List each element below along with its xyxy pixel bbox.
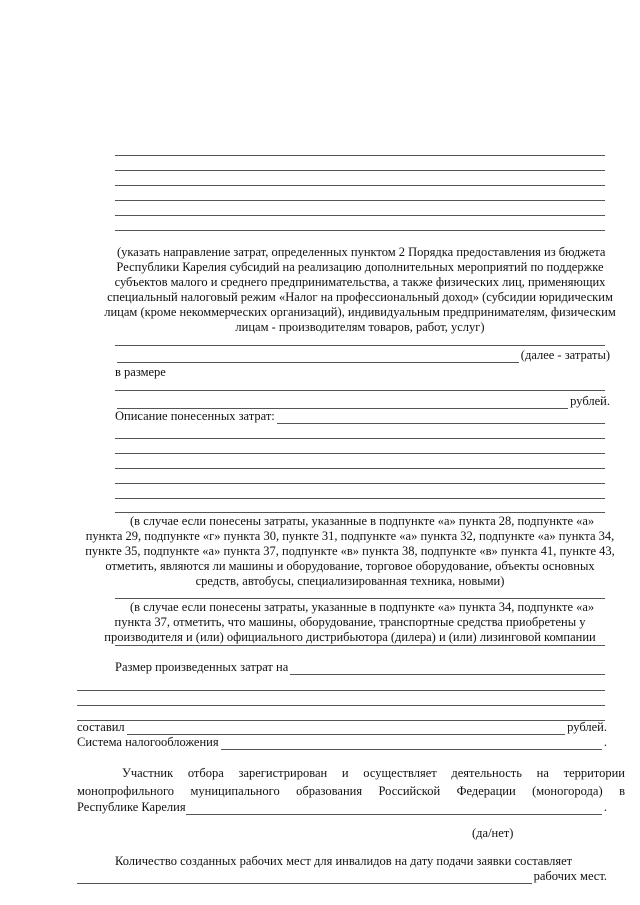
republic-row [77,800,607,815]
jobs-line: Количество созданных рабочих мест для инвалидов на дату подачи заявки составляет [115,854,573,868]
blank-line[interactable] [115,200,605,201]
description-row [115,409,607,424]
rubles-label: рублей. [567,720,607,734]
jobs-row [77,869,607,884]
registered-paragraph: Участник отбора зарегистрирован и осуществляет деятельность на территории монопрофильного муниципального образования Российской Федерации (моногорода) в [77,766,625,798]
blank-line[interactable] [115,598,605,599]
blank-line[interactable] [77,690,605,691]
tax-system-label: Система налогообложения [77,735,219,749]
costs-amount-row [115,660,607,675]
blank-line[interactable] [115,512,605,513]
blank-line[interactable] [115,185,605,186]
blank-line[interactable] [115,230,605,231]
blank-line[interactable] [115,390,605,391]
instruction-line: (в случае если понесены затраты, указанные в подпункте «а» пункта 28, подпункте «а» [130,514,595,528]
blank-line[interactable] [115,498,605,499]
republic-label: Республике Карелия [77,800,186,814]
blank-line[interactable] [115,483,605,484]
republic-end: . [603,800,607,814]
amount-field[interactable] [117,397,568,409]
further-costs-row [115,348,610,363]
costs-amount-field[interactable] [290,663,605,675]
made-up-row [77,720,607,735]
instruction-line: субъектов малого и среднего предпринимательства, а также физических лиц, применяющих [114,275,606,289]
instruction-direction [80,245,640,335]
instruction-line: пункте 35, подпункте «а» пункта 37, подпункте «в» пункта 38, подпункте «в» пункта 41, пункте 43, [85,544,615,558]
instruction-line: Республики Карелия субсидий на реализацию дополнительных мероприятий по поддержке [116,260,604,274]
made-up-label: составил [77,720,125,734]
tax-system-field[interactable] [221,738,602,750]
jobs-end: рабочих мест. [533,869,607,883]
blank-line[interactable] [115,345,605,346]
blank-line[interactable] [115,645,605,646]
instruction-machines [75,514,625,589]
in-amount-label: в размере [115,365,166,379]
instruction-line: пункта 29, подпункте «г» пункта 30, пункте 31, подпункте «а» пункта 32, подпункте «а» пункта 34, [85,529,615,543]
rubles-label: рублей. [570,394,610,408]
instruction-line: лицам (кроме некоммерческих организаций), индивидуальным предпринимателям, физическим [104,305,616,319]
instruction-line: производителя и (или) официального дистрибьютора (дилера) и (или) лизинговой компании [104,630,596,644]
instruction-line: средств, автобусы, специализированная техника, новыми) [195,574,505,588]
instruction-line: специальный налоговый режим «Налог на профессиональный доход» (субсидии юридическим [107,290,613,304]
tax-system-row [77,735,607,750]
blank-line[interactable] [115,170,605,171]
instruction-dealer [80,600,620,645]
further-costs-label: (далее - затраты) [520,348,610,362]
tax-system-end: . [603,735,607,749]
costs-amount-label: Размер произведенных затрат на [115,660,289,674]
instruction-line: (указать направление затрат, определенных пунктом 2 Порядка предоставления из бюджета [117,245,606,259]
instruction-line: лицам - производителям товаров, работ, услуг) [235,320,485,334]
blank-line[interactable] [115,438,605,439]
instruction-line: (в случае если понесены затраты, указанные в подпункте «а» пункта 34, подпункте «а» [130,600,595,614]
yes-no-hint: (да/нет) [472,826,514,840]
costs-field[interactable] [117,351,519,363]
description-label: Описание понесенных затрат: [115,409,275,423]
instruction-line: пункта 37, отметить, что машины, оборудование, транспортные средства приобретены у [114,615,586,629]
blank-line[interactable] [115,468,605,469]
republic-field[interactable] [186,803,602,815]
jobs-field[interactable] [77,872,532,884]
description-field[interactable] [277,412,605,424]
blank-line[interactable] [115,215,605,216]
blank-line[interactable] [115,453,605,454]
instruction-line: отметить, являются ли машины и оборудование, торговое оборудование, объекты основных [105,559,595,573]
made-up-field[interactable] [127,723,566,735]
blank-line[interactable] [115,155,605,156]
blank-line[interactable] [77,705,605,706]
amount-row [115,394,610,409]
